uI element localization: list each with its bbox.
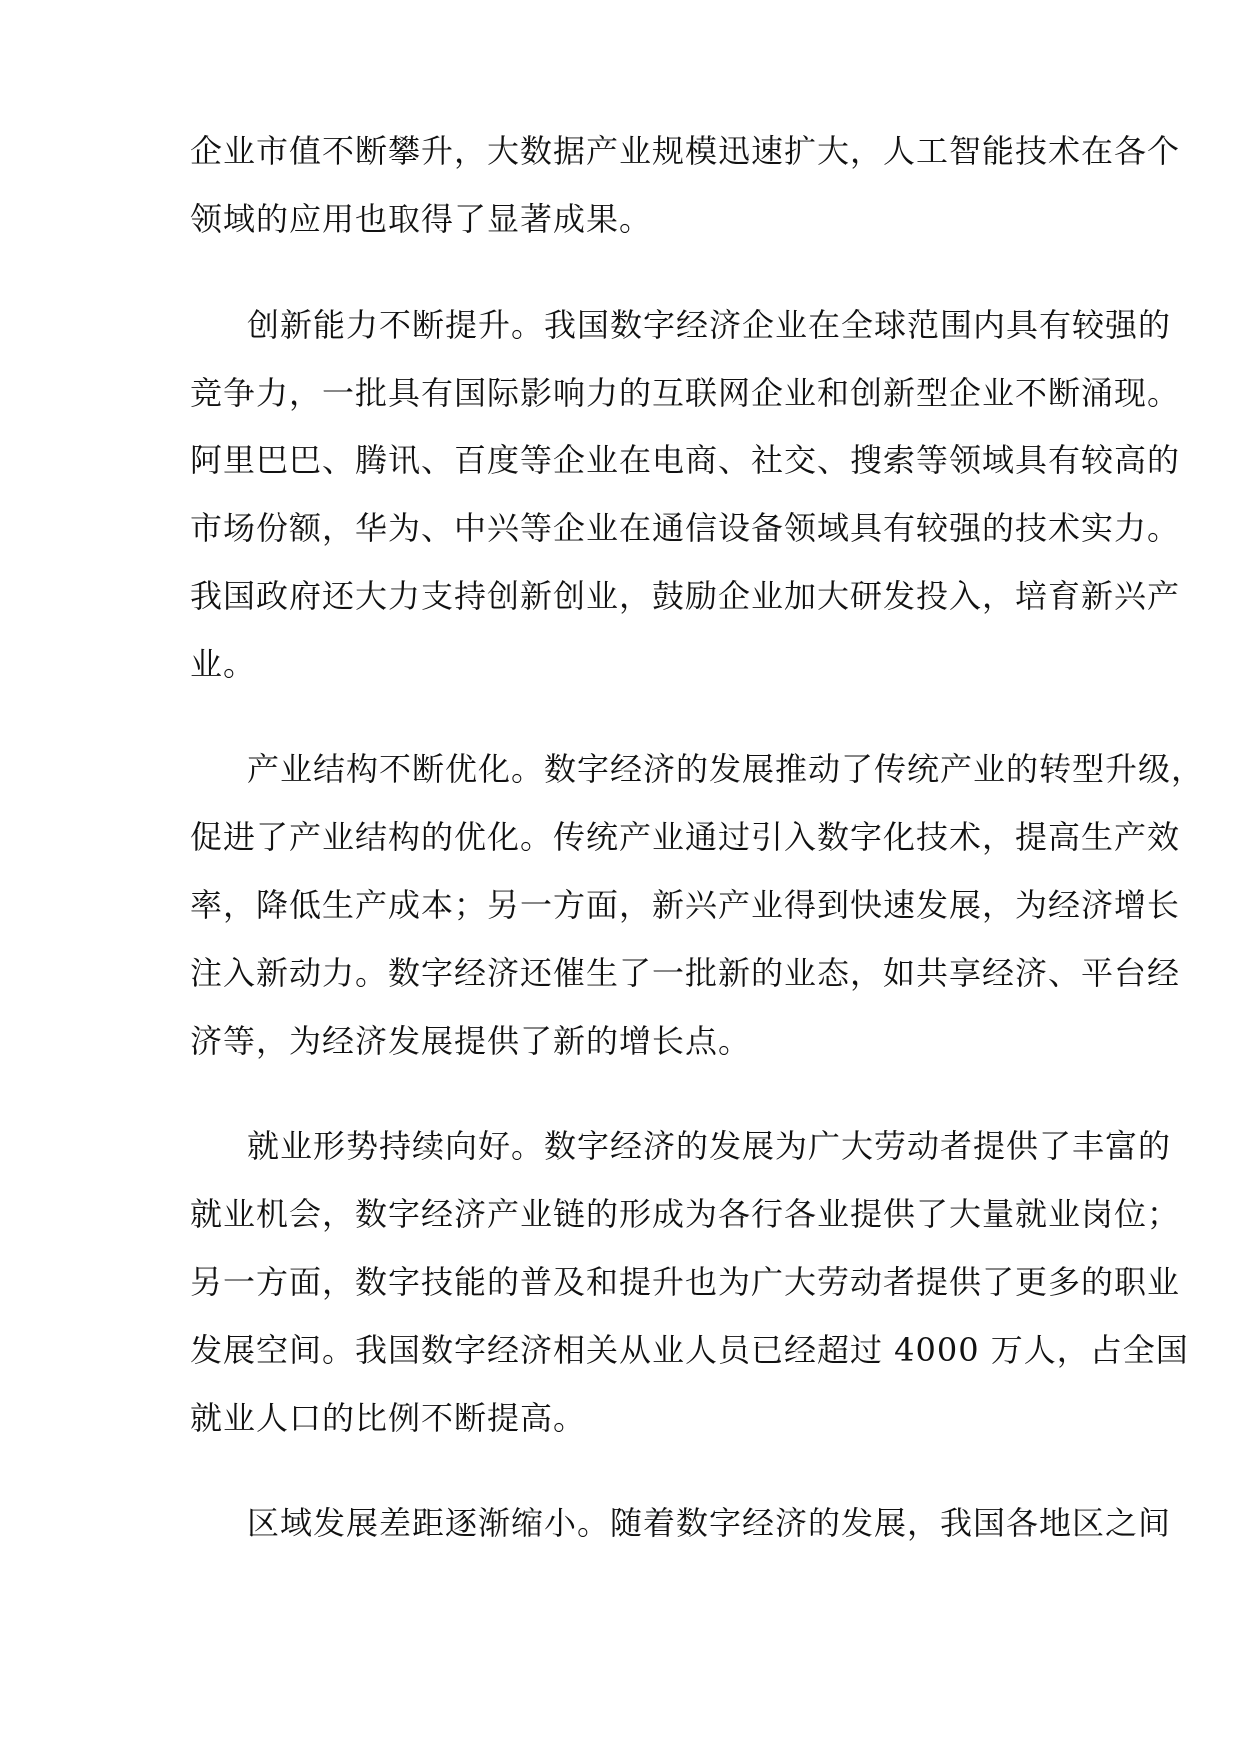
paragraph-start-line: 区域发展差距逐渐缩小。随着数字经济的发展，我国各地区之间	[247, 1504, 1172, 1542]
text-line: 就业人口的比例不断提高。	[190, 1399, 587, 1437]
text-line: 济等，为经济发展提供了新的增长点。	[190, 1022, 752, 1060]
text-line: 企业市值不断攀升，大数据产业规模迅速扩大，人工智能技术在各个	[190, 132, 1181, 170]
text-line: 业。	[190, 645, 257, 683]
text-line: 促进了产业结构的优化。传统产业通过引入数字化技术，提高生产效	[190, 818, 1181, 856]
text-line: 我国政府还大力支持创新创业，鼓励企业加大研发投入，培育新兴产	[190, 577, 1181, 615]
text-line: 阿里巴巴、腾讯、百度等企业在电商、社交、搜索等领域具有较高的	[190, 441, 1181, 479]
paragraph-start-line: 创新能力不断提升。我国数字经济企业在全球范围内具有较强的	[247, 306, 1172, 344]
paragraph-start-line: 产业结构不断优化。数字经济的发展推动了传统产业的转型升级，	[247, 750, 1205, 788]
text-line: 领域的应用也取得了显著成果。	[190, 200, 653, 238]
text-line: 市场份额，华为、中兴等企业在通信设备领域具有较强的技术实力。	[190, 509, 1181, 547]
text-line: 竞争力，一批具有国际影响力的互联网企业和创新型企业不断涌现。	[190, 374, 1181, 412]
text-line: 发展空间。我国数字经济相关从业人员已经超过 4000 万人，占全国	[190, 1331, 1189, 1369]
text-line: 就业机会，数字经济产业链的形成为各行各业提供了大量就业岗位；	[190, 1195, 1181, 1233]
text-line: 另一方面，数字技能的普及和提升也为广大劳动者提供了更多的职业	[190, 1263, 1181, 1301]
text-line: 率，降低生产成本；另一方面，新兴产业得到快速发展，为经济增长	[190, 886, 1181, 924]
paragraph-start-line: 就业形势持续向好。数字经济的发展为广大劳动者提供了丰富的	[247, 1127, 1172, 1165]
text-line: 注入新动力。数字经济还催生了一批新的业态，如共享经济、平台经	[190, 954, 1181, 992]
